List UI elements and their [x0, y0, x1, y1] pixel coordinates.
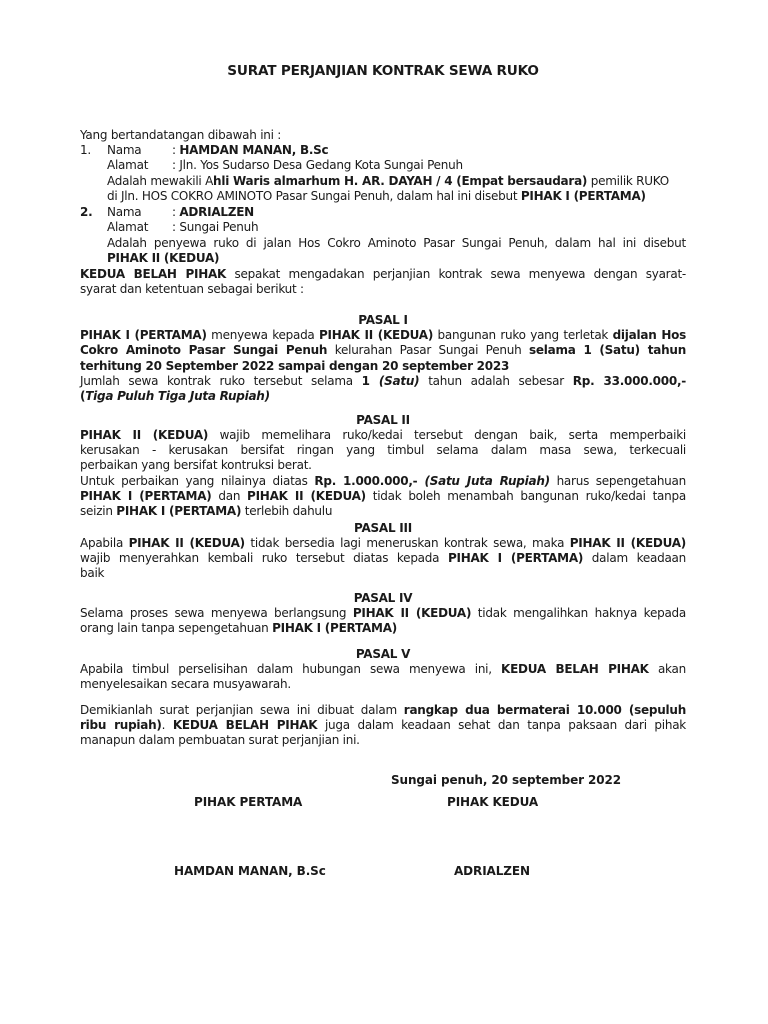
text: seizin: [80, 504, 117, 518]
text: menyewa kepada: [206, 328, 320, 342]
both-parties: KEDUA BELAH PIHAK: [80, 267, 227, 281]
party1-name-value: HAMDAN MANAN, B.Sc: [179, 143, 329, 157]
party1-description-line1: [107, 174, 669, 189]
text: orang lain tanpa sepengetahuan: [80, 621, 273, 635]
text: Jumlah sewa kontrak ruko tersebut selama: [80, 374, 362, 388]
party2-signature-name: ADRIALZEN: [454, 864, 530, 878]
party1-desc-owner: pemilik RUKO: [587, 174, 669, 188]
text: tidak mengalihkan haknya kepada: [471, 606, 687, 620]
party2-designation: PIHAK II (KEDUA): [107, 251, 220, 265]
text: .: [161, 718, 173, 732]
both-parties: KEDUA BELAH PIHAK: [501, 662, 649, 676]
pasal2-line6: [80, 504, 332, 519]
agreement-intro-line1: [80, 267, 686, 282]
party2-name-label: Nama: [107, 205, 142, 219]
text: akan: [648, 662, 687, 676]
text: Selama proses sewa menyewa berlangsung: [80, 606, 353, 620]
party2-address-value: Sungai Penuh: [179, 220, 259, 234]
location: Cokro Aminoto Pasar Sungai Penuh: [80, 343, 328, 357]
pasal4-line1: [80, 606, 686, 621]
pasal2-heading: PASAL II: [356, 413, 410, 427]
pasal1-line5: [80, 389, 270, 404]
text: kelurahan Pasar Sungai Penuh: [327, 343, 529, 357]
pihak1: PIHAK I (PERTAMA): [116, 504, 242, 518]
pasal5-line1: [80, 662, 686, 677]
pihak1: PIHAK I (PERTAMA): [272, 621, 397, 635]
party1-address-label: Alamat: [107, 158, 149, 172]
years: 1: [361, 374, 379, 388]
text: tidak bersedia lagi meneruskan kontrak sewa, maka: [244, 536, 570, 550]
pasal2-line2: kerusakan - kerusakan bersifat ringan yang timbul selama dalam masa sewa, terkecuali: [80, 443, 686, 457]
rent-amount: Rp. 33.000.000,-: [572, 374, 686, 388]
rental-period: terhitung 20 September 2022 sampai dengan 20 september 2023: [80, 359, 510, 373]
pasal4-heading: PASAL IV: [353, 591, 413, 605]
text: wajib menyerahkan kembali ruko tersebut diatas kepada: [80, 551, 448, 565]
party2-name-field: : ADRIALZEN: [172, 205, 254, 219]
pasal1-line1: [80, 328, 686, 343]
closing-line2: [80, 718, 686, 733]
pasal3-line2: [80, 551, 686, 566]
pasal4-line2: [80, 621, 397, 636]
years-words: (Satu): [378, 374, 420, 388]
pihak2: PIHAK II (KEDUA): [247, 489, 366, 503]
text: dan: [211, 489, 248, 503]
text: Demikianlah surat perjanjian sewa ini dibuat dalam: [80, 703, 404, 717]
party1-signature-name: HAMDAN MANAN, B.Sc: [174, 864, 326, 878]
party2-address-label: Alamat: [107, 220, 149, 234]
agreement-intro-text: sepakat mengadakan perjanjian kontrak sewa menyewa dengan syarat-: [226, 267, 686, 281]
text: juga dalam keadaan sehat dan tanpa paksaan dari pihak: [317, 718, 686, 732]
text: Untuk perbaikan yang nilainya diatas: [80, 474, 315, 488]
party2-address-field: : Sungai Penuh: [172, 220, 259, 234]
pihak2: PIHAK II (KEDUA): [80, 428, 209, 442]
pasal3-line1: [80, 536, 686, 551]
pihak2: PIHAK II (KEDUA): [319, 328, 434, 342]
party2-number: 2.: [80, 205, 93, 219]
party1-name-field: : HAMDAN MANAN, B.Sc: [172, 143, 329, 157]
pasal5-line2: menyelesaikan secara musyawarah.: [80, 677, 291, 691]
text: dalam keadaan: [583, 551, 687, 565]
text: tahun adalah sebesar: [419, 374, 573, 388]
intro-text: Yang bertandatangan dibawah ini :: [80, 128, 282, 142]
copies-stamp: ribu rupiah): [80, 718, 162, 732]
party2-description: Adalah penyewa ruko di jalan Hos Cokro Aminoto Pasar Sungai Penuh, dalam hal ini disebut: [107, 236, 686, 250]
pasal2-line4: [80, 474, 686, 489]
party2-signature-label: PIHAK KEDUA: [447, 795, 539, 809]
pihak1: PIHAK I (PERTAMA): [447, 551, 584, 565]
pasal5-heading: PASAL V: [355, 647, 411, 661]
pihak1: PIHAK I (PERTAMA): [80, 328, 207, 342]
repair-threshold: Rp. 1.000.000,-: [314, 474, 425, 488]
copies-stamp: rangkap dua bermaterai 10.000 (sepuluh: [403, 703, 686, 717]
text: Apabila timbul perselisihan dalam hubungan sewa menyewa ini,: [80, 662, 502, 676]
pasal2-line3: perbaikan yang bersifat kontruksi berat.: [80, 458, 312, 472]
place-date: Sungai penuh, 20 september 2022: [391, 773, 622, 787]
pihak2: PIHAK II (KEDUA): [569, 536, 686, 550]
agreement-intro-line2: syarat dan ketentuan sebagai berikut :: [80, 282, 304, 296]
party1-desc-text: Adalah mewakili A: [107, 174, 214, 188]
party1-desc-location: di Jln. HOS COKRO AMINOTO Pasar Sungai Penuh, dalam hal ini disebut: [107, 189, 521, 203]
party1-heirs: hli Waris almarhum H. AR. DAYAH / 4 (Empat bersaudara): [213, 174, 588, 188]
location: dijalan Hos: [612, 328, 687, 342]
party1-designation: PIHAK I (PERTAMA): [520, 189, 646, 203]
pihak2: PIHAK II (KEDUA): [128, 536, 245, 550]
pasal1-heading: PASAL I: [358, 313, 408, 327]
party1-address-value: Jln. Yos Sudarso Desa Gedang Kota Sungai Penuh: [179, 158, 463, 172]
text: harus sepengetahuan: [549, 474, 686, 488]
party1-number: 1.: [80, 143, 91, 157]
party1-address-field: : Jln. Yos Sudarso Desa Gedang Kota Sungai Penuh: [172, 158, 463, 172]
text: wajib memelihara ruko/kedai tersebut dengan baik, serta memperbaiki: [208, 428, 686, 442]
pihak1: PIHAK I (PERTAMA): [80, 489, 212, 503]
duration: selama 1 (Satu) tahun: [528, 343, 686, 357]
pasal2-line5: [80, 489, 686, 504]
paren: (: [80, 389, 86, 403]
text: bangunan ruko yang terletak: [433, 328, 613, 342]
pihak2: PIHAK II (KEDUA): [352, 606, 472, 620]
rent-amount-words: Tiga Puluh Tiga Juta Rupiah): [85, 389, 270, 403]
repair-threshold-words: (Satu Juta Rupiah): [424, 474, 550, 488]
document-title: SURAT PERJANJIAN KONTRAK SEWA RUKO: [227, 63, 539, 79]
text: tidak boleh menambah bangunan ruko/kedai tanpa: [365, 489, 686, 503]
closing-line3: manapun dalam pembuatan surat perjanjian ini.: [80, 733, 360, 747]
party2-name-value: ADRIALZEN: [179, 205, 254, 219]
text: Apabila: [80, 536, 129, 550]
pasal3-line3: baik: [80, 566, 105, 580]
pasal1-line4: [80, 374, 686, 389]
party1-name-label: Nama: [107, 143, 142, 157]
both-parties: KEDUA BELAH PIHAK: [172, 718, 318, 732]
text: terlebih dahulu: [241, 504, 333, 518]
closing-line1: [80, 703, 686, 718]
party1-signature-label: PIHAK PERTAMA: [194, 795, 303, 809]
pasal2-line1: [80, 428, 686, 443]
pasal1-line2: [80, 343, 686, 358]
party1-description-line2: [107, 189, 646, 204]
pasal1-line3: [80, 359, 509, 374]
pasal3-heading: PASAL III: [354, 521, 412, 535]
